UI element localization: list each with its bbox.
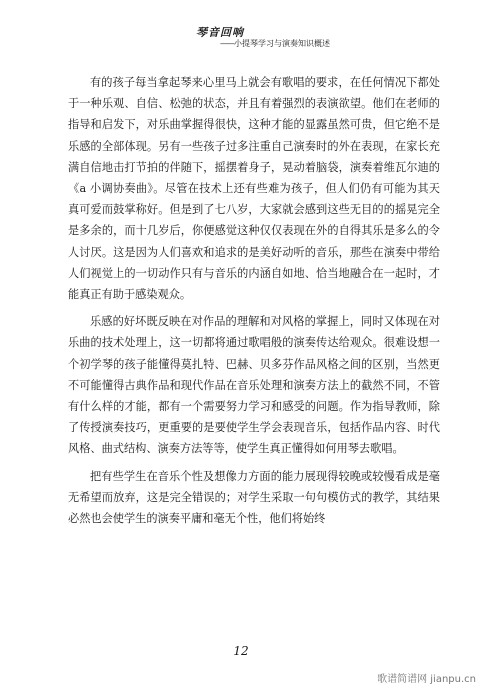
header-subtitle-line [220, 38, 330, 49]
body-text [68, 72, 440, 535]
paragraph-1: 有的孩子每当拿起琴来心里马上就会有歌唱的要求，在任何情况下都处于一种乐观、自信、松弛的状态，并且有着强烈的表演欲望。他们在老师的指导和启发下，对乐曲掌握得很快，这种才能的显露虽然可贵，但它绝不是乐感的全部体现。另有一些孩子过多注重自己演奏时的外在表现，在家长充满自信地击打节拍的伴随下，摇摆着身子，晃动着脑袋，演奏着维瓦尔迪的《a 小调协奏曲》。尽管在技术上还有些难为孩子，但人们仍有可能为其天真可爱而鼓掌称好。但是到了七八岁，大家就会感到这些无目的的摇晃完全是多余的，而十几岁后，你便感觉这种仅仅表现在外的自得其乐是多么的令人讨厌。这是因为人们喜欢和追求的是美好动听的音乐，那些在演奏中带给人们视觉上的一切动作只有与音乐的内涵自如地、恰当地融合在一起时，才能真正有助于感染观众。 [68, 76, 440, 302]
header-dash: —— [220, 39, 234, 48]
header-subtitle: 小提琴学习与演奏知识概述 [234, 39, 330, 48]
paragraph-2: 乐感的好坏既反映在对作品的理解和对风格的掌握上，同时又体现在对乐曲的技术处理上，这一切都将通过歌唱般的演奏传达给观众。很难设想一个初学琴的孩子能懂得莫扎特、巴赫、贝多芬作品风格之间的区别，当然更不可能懂得古典作品和现代作品在音乐处理和演奏方法上的截然不同，不管有什么样的才能，都有一个需要努力学习和感受的问题。作为指导教师，除了传授演奏技巧，更重要的是要使学生学会表现音乐，包括作品内容、时代风格、曲式结构、演奏方法等等，使学生真正懂得如何用琴去歌唱。 [68, 315, 440, 456]
paragraph-3: 把有些学生在音乐个性及想像力方面的能力展现得较晚或较慢看成是毫无希望而放弃，这是完全错误的；对学生采取一句句模仿式的教学，其结果必然也会使学生的演奏平庸和毫无个性，他们将始终 [68, 469, 440, 526]
page-number: 12 [233, 644, 249, 658]
header-logo: 琴音回响 [196, 26, 244, 39]
watermark: 歌谱简谱网 jianpu.cn [377, 674, 476, 685]
